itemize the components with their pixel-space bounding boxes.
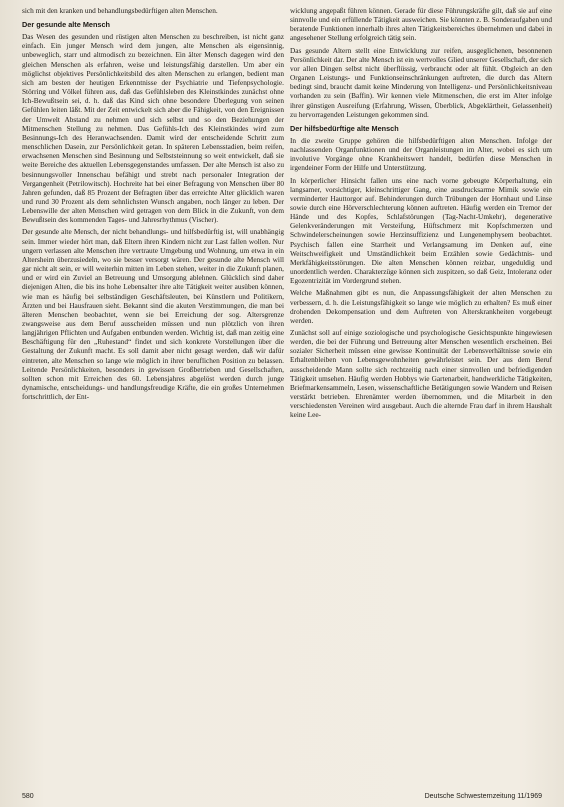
paragraph: Das Wesen des gesunden und rüstigen alten Menschen zu beschreiben, ist nicht ganz einfach. Ein junger Mensch wird dem jungen, alte Menschen als eigensinnig, unbeweglich, starr und altmodisch zu bezeichnen. Ein älter Mensch dagegen wird den gleichen Menschen als erfahren, weise und leistungsfähig darstellen. Um aber ein möglichst objektives Persönlichkeitsbild des alten Menschen zu erlangen, bedient man sich am besten der heutigen Erkenntnisse der Psychiatrie und Tiefenpsychologie. Störring und Völkel führen aus, daß das Gefühlsleben des Kleinstkindes zunächst ohne Ich-Bewußtsein sei, d. h. daß das Kind sich ohne besondere Überlegung von seinen Gefühlen leiten läßt. Mit der Zeit entwickelt sich aber die Fähigkeit, von den Ereignissen der Umwelt Abstand zu nehmen und sich selbst und so den Beziehungen der Mitmenschen Stellung zu nehmen. Das Gefühls-Ich des Kleinstkindes wird zum Besinnungs-Ich des Heranwachsenden. Damit wird der entscheidende Schritt zum menschlichen Dasein, zur Persönlichkeit getan. In späteren Lebensstadien, beim reifen, erwachsenen Menschen sind Besinnung und Selbststeinnung so weit entwickelt, daß sie weite Bereiche des aktuellen Lebensgegenstandes umfassen. Der alte Mensch ist also zu besinnungsvoller Innenschau befähigt und strebt nach personaler Integration der Vergangenheit (Petrilowitsch). Hochreite hat bei einer Befragung von Menschen über 80 Jahren gefunden, daß 85 Prozent der Befragten über das erreichte Alter glücklich waren und rund 30 Prozent als dem sehnlichsten Wunsch angaben, noch länger zu leben. Der Lebenswille der alten Menschen wird getragen von dem Blick in die Zukunft, von dem Bewußtsein des kommenden Tages- und Jahresrhythmus (Vischer). [22,32,284,225]
paragraph: In die zweite Gruppe gehören die hilfsbedürftigen alten Menschen. Infolge der nachlassenden Organfunktionen und der Organleistungen im Alter, wobei es sich um involutive Vorgänge ohne Krankheitswert handelt, bedürfen diese Menschen in irgendeiner Form der Hilfe und Unterstützung. [290,135,552,173]
paragraph: Das gesunde Altern stellt eine Entwicklung zur reifen, ausgeglichenen, besonnenen Persönlichkeit dar. Der alte Mensch ist ein wertvolles Glied unserer Gesellschaft, der sich vor allen Dingen selbst nicht überflüssig, verbraucht oder alt fühlt. Obgleich an den Organen Leistungs- und Funktionseinschränkungen auftreten, die durch das Altern bedingt sind, braucht damit keine Minderung von Intelligenz- und Persönlichkeitsniveau vorhanden zu sein (Baffin). Wir kennen viele Mitmenschen, die erst im Alter infolge ihrer günstigen Ausreifung (Erfahrung, Wissen, Überblick, Abgeklärtheit, Gelassenheit) zu hervorragenden Leistungen gekommen sind. [290,45,552,119]
paragraph: wicklung angepaßt führen können. Gerade für diese Führungskräfte gilt, daß sie auf eine sinnvolle und ein erfüllende Tätigkeit ausweichen. Sie könnten z. B. Sonderaufgaben und beratende Funktionen innerhalb ihres alten Tätigkeitsbereiches übernehmen und dabei in angesehener Stellung erfolgreich tätig sein. [290,6,552,43]
paragraph: sich mit den kranken und behandlungsbedürftigen alten Menschen. [22,6,218,15]
section-heading: Der hilfsbedürftige alte Mensch [290,123,399,133]
paragraph: Der gesunde alte Mensch, der nicht behandlungs- und hilfsbedürftig ist, will unabhängig sein. Immer wieder hört man, daß Eltern ihren Kindern nicht zur Last fallen wollen. Nur ungern verlassen alte Menschen ihre vertraute Umgebung und Wohnung, um etwa in ein Altersheim überzusiedeln, wo sie besser versorgt wären. Der gesunde alte Mensch will gar nicht alt sein, er will weiterhin mitten im Leben stehen, weiter in die Zukunft planen, und er wird ein Zuviel an Betreuung und Umsorgung ablehnen. Glücklich sind daher diejenigen Alten, die bis ins hohe Lebensalter ihre alte Tätigkeit weiter ausüben können, wie man es häufig bei selbständigen Geschäftsleuten, bei Künstlern und Politikern, Ärzten und bei Hausfrauen sieht. Bekannt sind die akuten Verstimmungen, die man bei älteren Menschen beobachtet, wenn sie bei Erreichung der sog. Altersgrenze zwangsweise aus dem Beruf ausscheiden müssen und nun plötzlich von ihren langjährigen Pflichten und Aufgaben entbunden werden. Wichtig ist, daß man zeitig eine Beschäftigung für den „Ruhestand“ findet und sich konkrete Vorstellungen über die Gestaltung der Zukunft macht. Es soll damit aber nicht gesagt werden, daß wir dafür eintreten, alte Menschen so lange wie möglich in ihrer beruflichen Position zu belassen. Leitende Persönlichkeiten, besonders in gewissen Großbetrieben und Gesellschaften, sollten schon mit Erreichen des 60. Lebensjahres abgelöst werden durch junge dynamische, entscheidungs- und handlungsfreudige Kräfte, die ein großes Unternehmen fortschrittlich, der Ent- [22,227,284,402]
paragraph: In körperlicher Hinsicht fallen uns eine nach vorne gebeugte Körperhaltung, ein langsamer, vorsichtiger, kleinschrittiger Gang, eine ausdrucksarme Mimik sowie ein verminderter Hauttorgor auf. Behinderungen durch Trübungen der Hornhaut und Linse sowie durch eine Hörverschlechterung können auftreten. Häufig werden ein Tremor der Hände und des Kopfes, Schlafstörungen (Tag-Nacht-Umkehr), degenerative Gelenkveränderungen mit Versteifung, Hüftschmerz mit Kopfschmerzen und Schwindelerscheinungen sowie Herzinsuffizienz und Lungenemphysem beobachtet. Psychisch fallen eine Starrheit und Verlangsamung im Denken auf, eine Weitschweifigkeit und Umständlichkeit beim Erzählen sowie Gedächtnis- und Merkfähigkeitsstörungen. Die alten Menschen können reizbar, ungeduldig und unordentlich werden. Charakterzüge können sich zuspitzen, so daß Geiz, Intoleranz oder Egozentrizität im Vordergrund stehen. [290,175,552,286]
left-column [22,6,284,404]
right-column [290,6,552,423]
paragraph: Zunächst soll auf einige soziologische und psychologische Gesichtspunkte hingewiesen werden, die bei der Führung und Betreuung alter Menschen wesentlich erscheinen. Bei sozialer Sicherheit müssen eine gewisse Kontinuität der Lebensverhältnisse sowie ein Erhaltenbleiben von Lebensgewohnheiten gewährleistet sein. Der aus dem Beruf ausscheidende Mann sollte sich rechtzeitig nach einer sinnvollen und befriedigenden Tätigkeit umsehen. Häufig werden Hobbys wie Gartenarbeit, handwerkliche Tätigkeiten, Briefmarkensammeln, Lesen, wissenschaftliche Betätigungen sowie Wandern und Reisen verstärkt betrieben. Ehrenämter werden übernommen, und die Mitarbeit in den verschiedensten Vereinen wird ausgebaut. Auch die alternde Frau darf in ihrem Haushalt keine Lee- [290,328,552,420]
section-heading: Der gesunde alte Mensch [22,20,110,30]
page-number: 580 [22,793,34,800]
paragraph: Welche Maßnahmen gibt es nun, die Anpassungsfähigkeit der alten Menschen zu verbessern, d. h. die Leistungsfähigkeit so lange wie möglich zu erhalten? Es muß einer drohenden Dekompensation und dem Auftreten von Alterskrankheiten vorgebeugt werden. [290,288,552,325]
journal-citation: Deutsche Schwesternzeitung 11/1969 [424,793,542,800]
